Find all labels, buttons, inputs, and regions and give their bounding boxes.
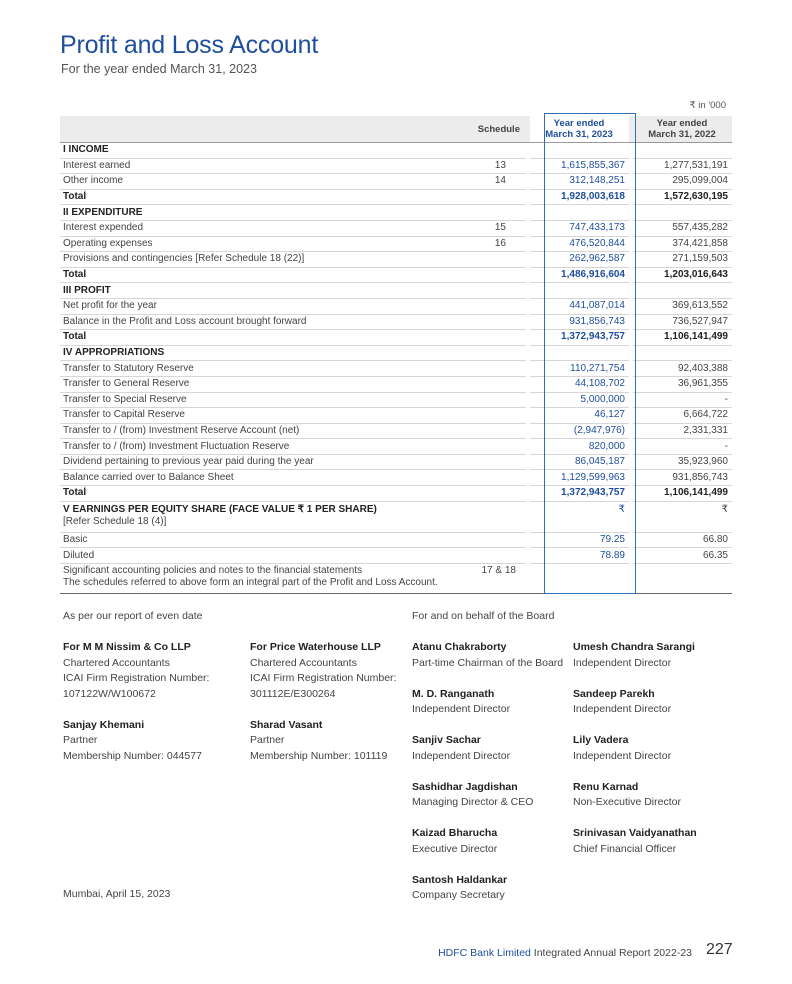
schedule-header: Schedule (443, 116, 526, 143)
row-label: Interest earned (60, 158, 443, 174)
notes-line-2: The schedules referred to above form an integral part of the Profit and Loss Account. (63, 576, 438, 588)
row-schedule (443, 376, 526, 392)
row-schedule: 16 (443, 236, 526, 252)
row-label: Other income (60, 174, 443, 190)
row-previous-year: - (633, 439, 732, 455)
board-right-column (573, 640, 697, 857)
row-current-year: 79.25 (530, 532, 629, 548)
row-label: Total (60, 330, 443, 346)
row-previous-year: 369,613,552 (633, 298, 732, 314)
row-schedule (443, 454, 526, 470)
row-current-year: 1,129,599,963 (530, 470, 629, 486)
row-current-year: 110,271,754 (530, 361, 629, 377)
row-previous-year: 92,403,388 (633, 361, 732, 377)
auditor-2-role: Partner (250, 734, 285, 746)
row-previous-year: 66.80 (633, 532, 732, 548)
eps-current-currency: ₹ (530, 501, 629, 532)
row-label: III PROFIT (60, 283, 443, 299)
row-current-year: (2,947,976) (530, 423, 629, 439)
board-member-name: Kaizad Bharucha (412, 827, 498, 839)
row-previous-year: 1,106,141,499 (633, 486, 732, 502)
row-schedule (443, 392, 526, 408)
row-label: Diluted (60, 548, 443, 564)
row-current-year: 46,127 (530, 408, 629, 424)
row-label: Transfer to / (from) Investment Reserve Account (net) (60, 423, 443, 439)
row-current-year: 1,372,943,757 (530, 486, 629, 502)
row-current-year: 5,000,000 (530, 392, 629, 408)
row-previous-year: 36,961,355 (633, 376, 732, 392)
board-member-role: Independent Director (412, 749, 511, 762)
row-label: Balance carried over to Balance Sheet (60, 470, 443, 486)
row-schedule: 14 (443, 174, 526, 190)
row-previous-year (633, 345, 732, 361)
row-current-year: 44,108,702 (530, 376, 629, 392)
notes-text (60, 563, 526, 593)
row-schedule (443, 143, 526, 159)
notes-schedule: 17 & 18 (481, 564, 516, 576)
board-member-name: M. D. Ranganath (412, 687, 495, 700)
board-member-role: Independent Director (573, 749, 672, 762)
current-year-header-l1: Year ended (553, 118, 605, 129)
row-current-year: 1,615,855,367 (530, 158, 629, 174)
board-member-role: Company Secretary (412, 889, 505, 901)
page-number: 227 (706, 941, 733, 958)
row-current-year: 86,045,187 (530, 454, 629, 470)
row-schedule (443, 439, 526, 455)
auditor-1-l3: 107122W/W100672 (63, 687, 156, 700)
footer-bank: HDFC Bank Limited (438, 947, 531, 959)
row-label: Provisions and contingencies [Refer Schedule 18 (22)] (60, 252, 443, 268)
board-member-role: Non-Executive Director (573, 796, 681, 808)
row-current-year: 1,486,916,604 (530, 267, 629, 283)
row-schedule (443, 189, 526, 205)
row-label: Basic (60, 532, 443, 548)
row-schedule (443, 267, 526, 283)
row-schedule (443, 532, 526, 548)
auditor-2-firm: For Price Waterhouse LLP (250, 641, 381, 653)
row-current-year: 747,433,173 (530, 220, 629, 236)
previous-year-header-l2: March 31, 2022 (648, 129, 716, 140)
row-label: Operating expenses (60, 236, 443, 252)
notes-line-1: Significant accounting policies and notes to the financial statements (63, 564, 363, 576)
board-member-name: Srinivasan Vaidyanathan (573, 827, 697, 839)
row-previous-year (633, 283, 732, 299)
auditor-1-role: Partner (63, 734, 98, 746)
auditor-1-l2: ICAI Firm Registration Number: (63, 672, 210, 684)
row-previous-year: 66.35 (633, 548, 732, 564)
current-year-header-l2: March 31, 2023 (545, 129, 613, 140)
row-previous-year: 931,856,743 (633, 470, 732, 486)
row-label: Transfer to Capital Reserve (60, 408, 443, 424)
row-schedule: 15 (443, 220, 526, 236)
notes-previous (633, 563, 732, 593)
board-left-column (412, 640, 563, 904)
board-member-role: Independent Director (573, 703, 672, 715)
auditor-1-firm: For M M Nissim & Co LLP (63, 641, 191, 653)
auditor-2-l3: 301112E/E300264 (250, 687, 336, 700)
eps-label-l2: [Refer Schedule 18 (4)] (63, 515, 167, 527)
row-previous-year: 6,664,722 (633, 408, 732, 424)
row-schedule (443, 361, 526, 377)
auditor-2-l2: ICAI Firm Registration Number: (250, 672, 397, 684)
row-label: II EXPENDITURE (60, 205, 443, 221)
footer-report: Integrated Annual Report 2022-23 (530, 947, 692, 959)
auditor-1-l1: Chartered Accountants (63, 656, 170, 669)
row-label: Net profit for the year (60, 298, 443, 314)
board-member-role: Independent Director (412, 703, 511, 715)
header-label-cell (60, 116, 443, 143)
board-member-role: Executive Director (412, 842, 498, 855)
row-previous-year: - (633, 392, 732, 408)
row-label: Transfer to General Reserve (60, 376, 443, 392)
previous-year-header-l1: Year ended (656, 118, 708, 129)
eps-label-l1: V EARNINGS PER EQUITY SHARE (FACE VALUE ₹ 1 PER SHARE) (63, 503, 377, 515)
row-schedule: 13 (443, 158, 526, 174)
units-note: ₹ in '000 (689, 100, 726, 111)
row-schedule (443, 314, 526, 330)
row-label: Balance in the Profit and Loss account brought forward (60, 314, 443, 330)
board-member-name: Sanjiv Sachar (412, 734, 481, 746)
row-schedule (443, 345, 526, 361)
auditor-1 (63, 640, 209, 764)
row-label: IV APPROPRIATIONS (60, 345, 443, 361)
row-current-year: 931,856,743 (530, 314, 629, 330)
row-schedule (443, 486, 526, 502)
row-schedule (443, 205, 526, 221)
page-title: Profit and Loss Account (60, 31, 319, 59)
row-schedule (443, 298, 526, 314)
row-current-year: 476,520,844 (530, 236, 629, 252)
row-current-year: 441,087,014 (530, 298, 629, 314)
row-previous-year: 1,277,531,191 (633, 158, 732, 174)
row-previous-year: 1,203,016,643 (633, 267, 732, 283)
board-member-role: Part-time Chairman of the Board (412, 656, 564, 669)
auditor-2-name: Sharad Vasant (250, 718, 323, 731)
row-schedule (443, 408, 526, 424)
page-subtitle: For the year ended March 31, 2023 (61, 62, 257, 76)
row-current-year: 1,928,003,618 (530, 189, 629, 205)
eps-previous-currency: ₹ (633, 501, 732, 532)
eps-schedule (443, 501, 526, 532)
row-schedule (443, 548, 526, 564)
row-label: Transfer to Special Reserve (60, 392, 443, 408)
auditor-1-membership: Membership Number: 044577 (63, 749, 202, 762)
row-label: Total (60, 486, 443, 502)
row-current-year: 820,000 (530, 439, 629, 455)
row-previous-year: 271,159,503 (633, 252, 732, 268)
auditor-2-membership: Membership Number: 101119 (250, 749, 388, 762)
row-previous-year: 736,527,947 (633, 314, 732, 330)
row-schedule (443, 423, 526, 439)
row-schedule (443, 470, 526, 486)
row-current-year: 78.89 (530, 548, 629, 564)
board-member-name: Atanu Chakraborty (412, 641, 507, 653)
row-label: Dividend pertaining to previous year paid during the year (60, 454, 443, 470)
row-previous-year (633, 143, 732, 159)
row-previous-year: 1,572,630,195 (633, 189, 732, 205)
board-member-role: Chief Financial Officer (573, 842, 677, 855)
board-member-name: Umesh Chandra Sarangi (573, 641, 695, 653)
row-current-year: 1,372,943,757 (530, 330, 629, 346)
row-label: Transfer to Statutory Reserve (60, 361, 443, 377)
board-member-role: Managing Director & CEO (412, 796, 534, 808)
board-member-name: Santosh Haldankar (412, 873, 508, 886)
row-label: Transfer to / (from) Investment Fluctuation Reserve (60, 439, 443, 455)
auditor-2-l1: Chartered Accountants (250, 656, 357, 669)
row-current-year: 262,962,587 (530, 252, 629, 268)
place-date: Mumbai, April 15, 2023 (63, 888, 171, 900)
row-schedule (443, 283, 526, 299)
previous-year-header (633, 116, 732, 143)
row-previous-year: 2,331,331 (633, 423, 732, 439)
row-schedule (443, 252, 526, 268)
auditor-1-name: Sanjay Khemani (63, 718, 145, 731)
row-previous-year: 1,106,141,499 (633, 330, 732, 346)
row-previous-year (633, 205, 732, 221)
auditor-2 (250, 640, 396, 764)
row-label: Total (60, 267, 443, 283)
board-member-role: Independent Director (573, 656, 672, 669)
board-member-name: Renu Karnad (573, 780, 639, 793)
row-previous-year: 295,099,004 (633, 174, 732, 190)
row-previous-year: 557,435,282 (633, 220, 732, 236)
report-line: As per our report of even date (63, 610, 203, 622)
current-year-highlight (544, 113, 636, 594)
eps-label (60, 501, 443, 532)
row-current-year: 312,148,251 (530, 174, 629, 190)
board-member-name: Sandeep Parekh (573, 687, 655, 700)
row-previous-year: 35,923,960 (633, 454, 732, 470)
board-line: For and on behalf of the Board (412, 610, 555, 622)
board-member-name: Sashidhar Jagdishan (412, 780, 518, 793)
row-label: Total (60, 189, 443, 205)
row-label: Interest expended (60, 220, 443, 236)
footer-text (438, 947, 692, 959)
row-previous-year: 374,421,858 (633, 236, 732, 252)
row-schedule (443, 330, 526, 346)
row-label: I INCOME (60, 143, 443, 159)
board-member-name: Lily Vadera (573, 734, 629, 746)
